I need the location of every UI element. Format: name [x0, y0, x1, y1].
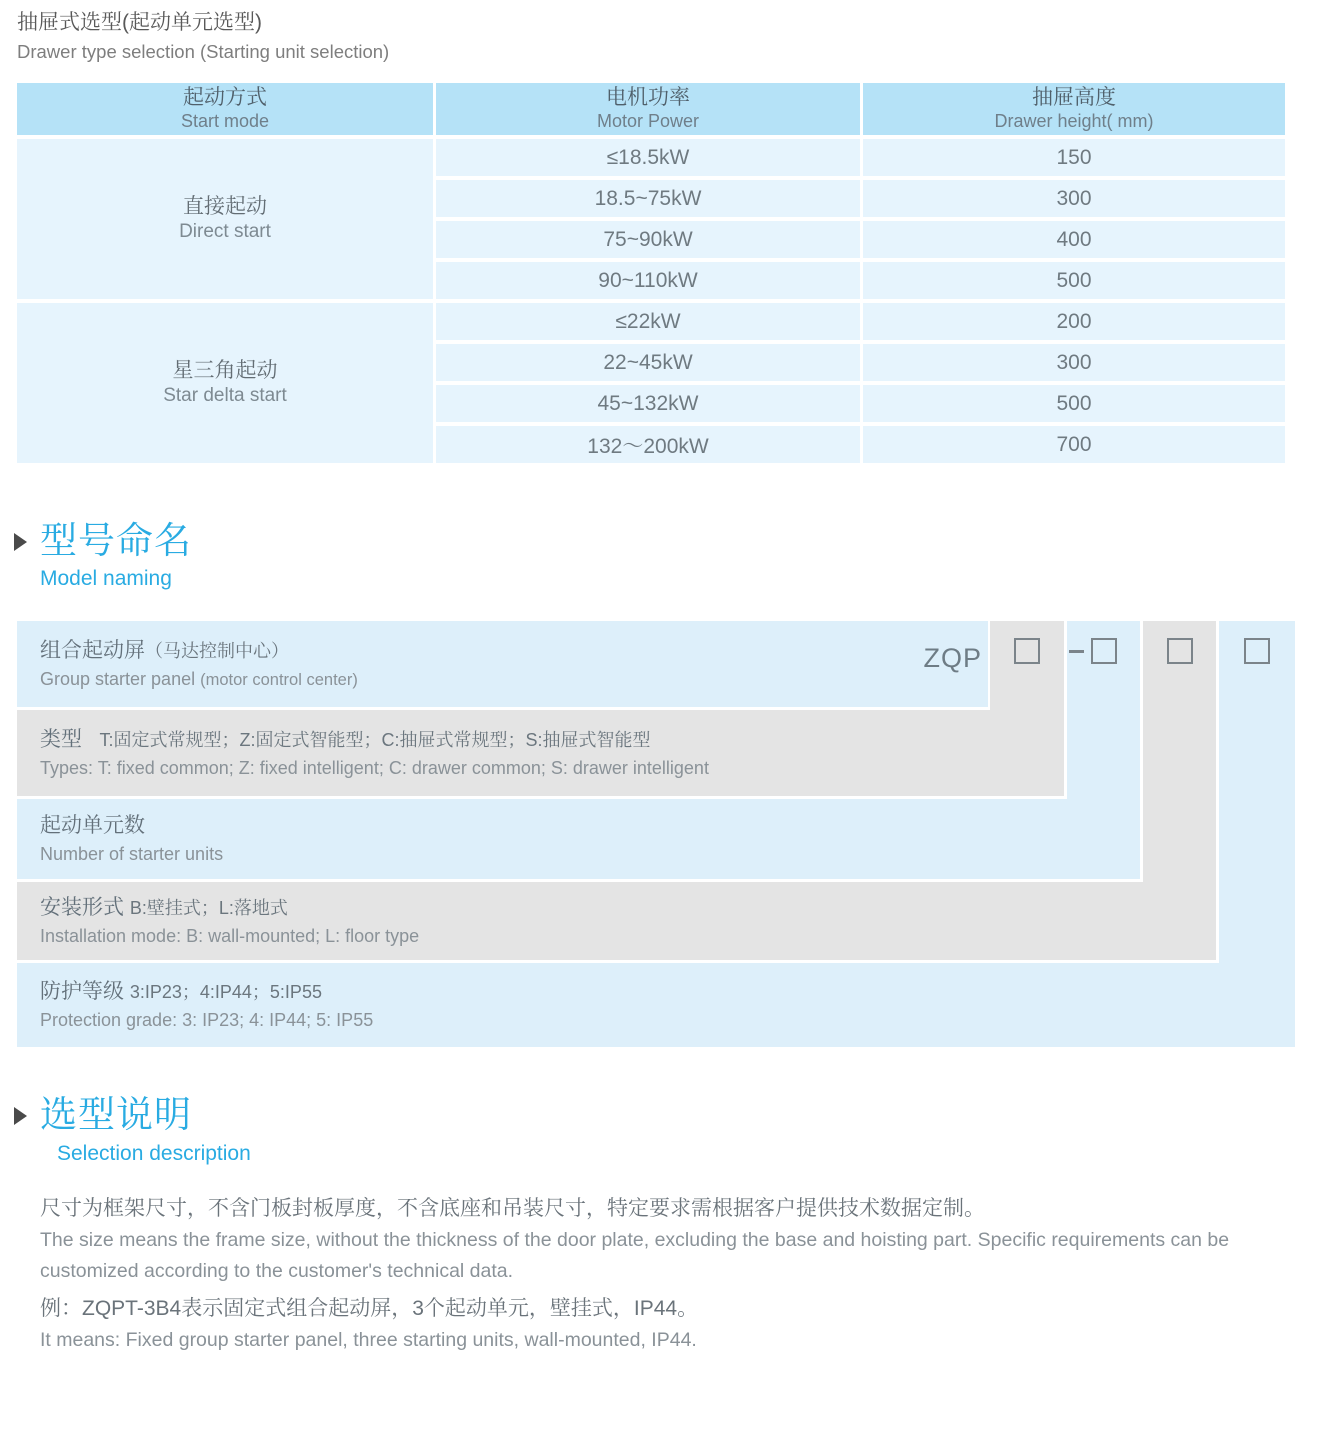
- section-heading-zh: 型号命名: [40, 520, 192, 561]
- header-drawer-height-zh: 抽屉高度: [1032, 86, 1116, 109]
- example-paragraph-en: It means: Fixed group starter panel, three starting units, wall-mounted, IP44.: [40, 1329, 697, 1351]
- table-row-height: 200: [863, 303, 1285, 340]
- header-motor-power-zh: 电机功率: [606, 86, 690, 109]
- table-row-power: ≤18.5kW: [436, 139, 860, 176]
- table-row-height: 500: [863, 262, 1285, 299]
- section-heading-en: Model naming: [40, 567, 172, 590]
- section-heading-en: Selection description: [57, 1142, 251, 1165]
- naming-row-zh: [40, 893, 1216, 923]
- drawer-selection-table: [17, 83, 1285, 463]
- naming-row-zh: [40, 977, 1295, 1007]
- naming-row-en: Installation mode: B: wall-mounted; L: floor type: [40, 926, 420, 946]
- table-row-power: 75~90kW: [436, 221, 860, 258]
- code-digit-column-type: [990, 621, 1064, 796]
- selection-description-text: [40, 1192, 1288, 1356]
- naming-row-en: [40, 666, 988, 693]
- header-drawer-height: [863, 83, 1285, 135]
- naming-row-en-main: Group starter panel: [40, 668, 196, 689]
- naming-row-zh-main: 安装形式: [40, 896, 124, 919]
- table-row-height: 150: [863, 139, 1285, 176]
- code-digit-column-installation: [1143, 621, 1216, 960]
- mode-en: Star delta start: [163, 385, 287, 406]
- naming-row-group-starter-panel: [17, 621, 988, 707]
- naming-row-en: Number of starter units: [40, 844, 224, 864]
- table-header-row: [17, 83, 1285, 135]
- naming-row-zh: [40, 725, 1064, 755]
- model-code-prefix: ZQP: [923, 643, 982, 673]
- table-row-power: 18.5~75kW: [436, 180, 860, 217]
- naming-row-zh-sub: B:壁挂式；L:落地式: [129, 898, 288, 918]
- description-paragraph-en: The size means the frame size, without the thickness of the door plate, excluding the base and hoisting part. Specific requirements can be customized according to the customer's technical data.: [40, 1229, 1230, 1282]
- header-motor-power-en: Motor Power: [596, 111, 700, 131]
- header-drawer-height-en: Drawer height( mm): [994, 111, 1154, 131]
- table-row-power: 45~132kW: [436, 385, 860, 422]
- naming-row-installation-mode: [17, 882, 1216, 960]
- mode-cell-direct-start: [17, 139, 433, 299]
- header-start-mode: [17, 83, 433, 135]
- header-start-mode-en: Start mode: [180, 111, 270, 131]
- code-digit-column-units: [1067, 621, 1140, 879]
- section-heading-zh: 选型说明: [40, 1094, 192, 1135]
- table-row-power: ≤22kW: [436, 303, 860, 340]
- dash-icon: [1069, 650, 1084, 653]
- naming-row-zh-sub: 3:IP23；4:IP44；5:IP55: [129, 982, 322, 1002]
- header-start-mode-zh: 起动方式: [183, 86, 267, 109]
- table-row-power: 90~110kW: [436, 262, 860, 299]
- table-row-height: 400: [863, 221, 1285, 258]
- code-box-icon: [1091, 638, 1117, 664]
- code-digit-column-protection: [1219, 621, 1295, 1047]
- header-motor-power: [436, 83, 860, 135]
- code-box-icon: [1014, 638, 1040, 664]
- table-row-power: 132～200kW: [436, 426, 860, 463]
- naming-row-zh-main: 类型: [40, 728, 82, 751]
- naming-row-zh: [40, 636, 988, 666]
- mode-zh: 星三角起动: [172, 359, 278, 382]
- page-title: [17, 10, 389, 64]
- naming-row-zh-sub: T:固定式常规型；Z:固定式智能型；C:抽屉式常规型；S:抽屉式智能型: [99, 730, 651, 750]
- table-body: [17, 139, 1285, 463]
- example-paragraph-zh: 例：ZQPT-3B4表示固定式组合起动屏，3个起动单元，壁挂式，IP44。: [40, 1297, 699, 1320]
- naming-row-en: Types: T: fixed common; Z: fixed intelligent; C: drawer common; S: drawer intelligent: [40, 758, 709, 778]
- table-row-height: 500: [863, 385, 1285, 422]
- naming-row-en-sub: (motor control center): [200, 670, 358, 689]
- mode-cell-star-delta-start: [17, 303, 433, 463]
- table-row-height: 700: [863, 426, 1285, 463]
- table-row-height: 300: [863, 180, 1285, 217]
- mode-en: Direct start: [179, 221, 271, 242]
- model-naming-diagram: [17, 621, 1295, 1047]
- table-row-height: 300: [863, 344, 1285, 381]
- section-selection-description-heading: [14, 1094, 251, 1167]
- naming-row-zh-main: 防护等级: [40, 980, 124, 1003]
- naming-row-zh-main: 组合起动屏: [40, 638, 145, 662]
- page-title-en: Drawer type selection (Starting unit selection): [17, 41, 390, 62]
- section-arrow-icon: [14, 1107, 27, 1125]
- section-model-naming-heading: [14, 520, 192, 592]
- naming-row-zh: 起动单元数: [40, 814, 145, 837]
- naming-row-en: Protection grade: 3: IP23; 4: IP44; 5: IP55: [40, 1010, 374, 1030]
- table-row-power: 22~45kW: [436, 344, 860, 381]
- code-box-icon: [1167, 638, 1193, 664]
- code-box-icon: [1244, 638, 1270, 664]
- naming-row-zh-sub: （马达控制中心）: [145, 640, 289, 661]
- mode-zh: 直接起动: [183, 195, 267, 218]
- description-paragraph-zh: 尺寸为框架尺寸，不含门板封板厚度，不含底座和吊装尺寸，特定要求需根据客户提供技术数据定制。: [40, 1197, 985, 1220]
- naming-row-starter-units: [17, 799, 1140, 879]
- page-title-zh: 抽屉式选型(起动单元选型): [17, 11, 262, 34]
- naming-row-protection-grade: [17, 963, 1295, 1047]
- section-arrow-icon: [14, 533, 27, 551]
- naming-row-types: [17, 710, 1064, 796]
